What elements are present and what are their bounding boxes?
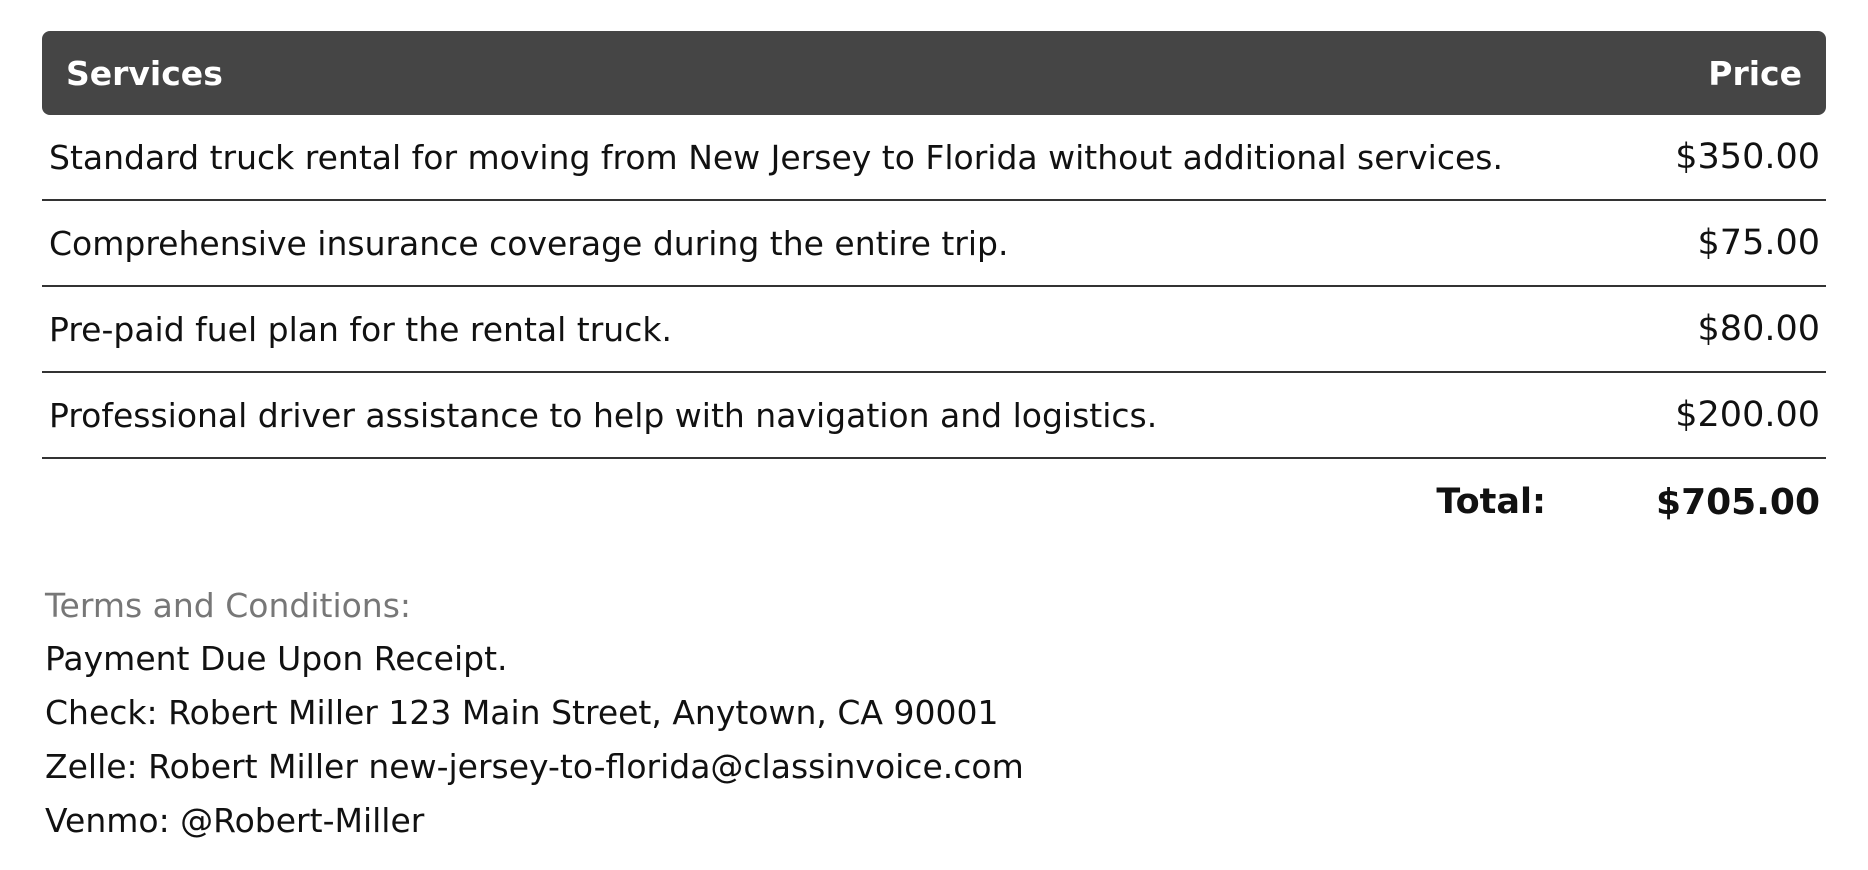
service-description: Pre-paid fuel plan for the rental truck. [49,309,672,349]
services-column-header: Services [66,53,223,93]
service-price: $75.00 [1697,223,1820,263]
services-table [42,31,1826,545]
terms-section [45,580,1024,848]
table-row [42,373,1826,459]
venmo-payment-line: Venmo: @Robert-Miller [45,801,425,840]
zelle-payment-line: Zelle: Robert Miller new-jersey-to-florida@classinvoice.com [45,747,1024,786]
service-price: $80.00 [1697,309,1820,349]
terms-heading: Terms and Conditions: [45,586,412,625]
service-description: Standard truck rental for moving from New Jersey to Florida without additional services. [49,137,1503,177]
service-description: Comprehensive insurance coverage during the entire trip. [49,223,1009,263]
table-row [42,287,1826,373]
service-description: Professional driver assistance to help with navigation and logistics. [49,395,1158,435]
total-value: $705.00 [1656,481,1820,523]
total-row [42,459,1826,545]
check-payment-line: Check: Robert Miller 123 Main Street, Anytown, CA 90001 [45,693,999,732]
payment-due-line: Payment Due Upon Receipt. [45,639,508,678]
total-label: Total: [1436,482,1547,522]
table-row [42,201,1826,287]
table-header [42,31,1826,115]
service-price: $350.00 [1675,137,1820,177]
service-price: $200.00 [1675,395,1820,435]
table-row [42,115,1826,201]
price-column-header: Price [1708,53,1802,93]
